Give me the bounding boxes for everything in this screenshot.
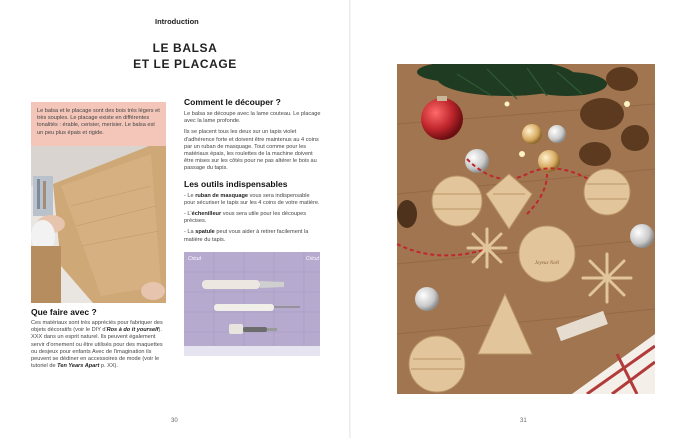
outil-item	[184, 193, 322, 207]
outil-item-text: - La	[184, 229, 196, 236]
intro-text: Le balsa et le placage sont des bois très légers et très souples. Le placage existe en différentes tonalités : érable, cerisier, merisier. Le balsa est un peu plus épais et rigide.	[37, 108, 160, 136]
title-line-2: ET LE PLACAGE	[133, 57, 237, 71]
section-label: Introduction	[155, 17, 199, 26]
que-faire-heading: Que faire avec ?	[31, 307, 97, 317]
que-faire-text-part: ). XXX dans un esprit naturel. Ils peuvent également servir d'ornement ou être utilisés pour des maquettes ou desjeux pour enfants Avec de l'imagination ils peuvent se dédiner en accessoires de mode (voir le tutoriel de	[31, 327, 163, 370]
outil-item-text: vous sera utile pour les découpes précises.	[184, 211, 307, 225]
outil-item-name: ruban de masquage	[195, 192, 249, 199]
tools-photo	[184, 252, 320, 356]
que-faire-text-part: p. XX).	[99, 363, 118, 370]
que-faire-text-part: Ces matériaux sont très appréciés pour fabriquer des objets décoratifs (voir le DIY d'	[31, 320, 163, 334]
que-faire-brand: Ten Years Apart	[57, 363, 100, 370]
ornament-joyeux-noel: Joyeux Noël	[534, 261, 560, 266]
que-faire-brand: Ros à do it yourself	[106, 327, 159, 334]
balsa-sheet-photo	[31, 146, 166, 303]
outil-item-text: - L'	[184, 211, 192, 218]
tool-brand-label: Cricut	[188, 256, 202, 262]
christmas-ornaments-photo	[397, 64, 655, 394]
outils-heading: Les outils indispensables	[184, 178, 288, 189]
page-number-right: 31	[520, 418, 527, 424]
decouper-paragraph-2: Ils se placent tous les deux sur un tapis violet d'adhérence forte et doivent être maintenus au 4 coins par un ruban de masquage. Tout comme pour les matériaux épais, les roulettes de la machine doivent être mises sur les côtés pour ne pas altérer le bois au passage du tapis.	[184, 129, 319, 172]
title-line-1: LE BALSA	[152, 41, 218, 55]
outil-item	[184, 211, 322, 225]
que-faire-column	[31, 307, 166, 370]
decouper-heading: Comment le découper ?	[184, 97, 281, 107]
outil-item-name: spatule	[195, 229, 215, 236]
instructions-column	[184, 97, 322, 248]
decouper-paragraph-1: Le balsa se découpe avec la lame couteau. Le placage avec la lame profonde.	[184, 111, 321, 125]
outil-item-text: - Le	[184, 192, 196, 199]
outil-item	[184, 229, 322, 243]
outil-item-text: peut vous aider à retirer facilement la matière du tapis.	[184, 229, 309, 243]
intro-box	[31, 102, 166, 146]
page-title	[120, 40, 250, 72]
page-gutter	[349, 0, 351, 438]
tool-brand-label: Cricut	[306, 256, 320, 262]
outil-item-text: vous sera indispensable pour sécuriser le tapis sur les 4 coins de votre matière.	[184, 192, 320, 206]
page-number-left: 30	[171, 418, 178, 424]
que-faire-text	[31, 320, 166, 370]
outil-item-name: échenilleur	[191, 211, 222, 218]
